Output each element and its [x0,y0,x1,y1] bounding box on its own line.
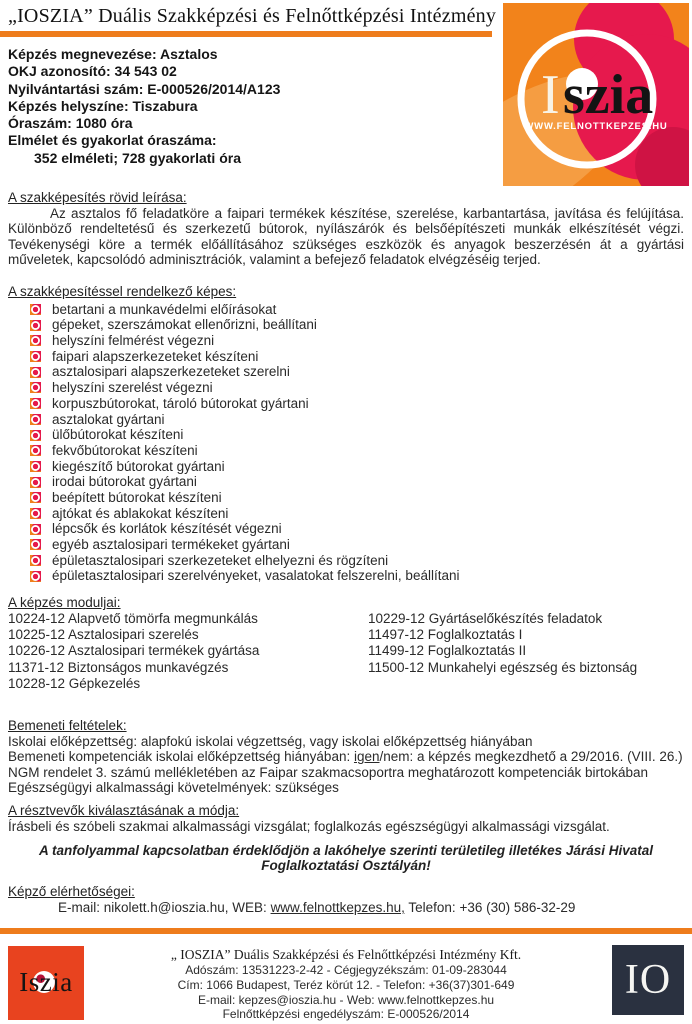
module-item: 10225-12 Asztalosipari szerelés [8,627,199,643]
entry-line-1: Iskolai előképzettség: alapfokú iskolai végzettség, vagy iskolai előképzettség hiányában [8,734,533,750]
list-item-label: asztalokat gyártani [52,411,165,427]
ioszia-bullet-icon [30,335,41,346]
ioszia-logo-icon [503,3,689,186]
list-item [30,412,684,428]
description-heading: A szakképesítés rövid leírása: [8,190,187,206]
list-item-label: irodai bútorokat gyártani [52,474,197,490]
modules-heading: A képzés moduljai: [8,595,121,611]
ioszia-logo [503,3,689,186]
contact-phone: +36 (30) 586-32-29 [459,899,576,915]
modules-left-column [8,611,368,692]
list-item-label: kiegészítő bútorokat gyártani [52,458,225,474]
module-item: 11500-12 Munkahelyi egészség és biztonság [368,659,638,675]
course-name: Képzés megnevezése: Asztalos [8,46,218,62]
list-item [30,443,684,459]
list-item [30,568,684,584]
list-item [30,474,684,490]
ioszia-bullet-icon [30,524,41,535]
ioszia-bullet-icon [30,304,41,315]
theory-practice-hours: 352 elméleti; 728 gyakorlati óra [34,149,241,166]
ioszia-bullet-icon [30,461,41,472]
ioszia-bullet-icon [30,445,41,456]
list-item-label: egyéb asztalosipari termékeket gyártani [52,537,290,553]
ioszia-bullet-icon [30,414,41,425]
list-item-label: betartani a munkavédelmi előírásokat [52,301,277,317]
entry-line-2-post: /nem: a képzés megkezdhető a 29/2016. (VIII. 26.) [379,749,683,765]
module-item: 11497-12 Foglalkoztatás I [368,627,523,643]
entry-requirements-body [8,734,684,795]
footer-tax-line: Adószám: 13531223-2-42 - Cégjegyzékszám: 01-09-283044 [185,963,507,977]
web-label: , WEB: [224,899,271,915]
list-item [30,380,684,396]
list-item [30,459,684,475]
footer-email-web-line: E-mail: kepzes@ioszia.hu - Web: www.felnottkepzes.hu [197,992,495,1007]
list-item-label: helyszíni felmérést végezni [52,333,215,349]
ioszia-bullet-icon [30,555,41,566]
phone-label: Telefon: [404,899,460,915]
module-item: 10228-12 Gépkezelés [8,675,141,691]
list-item [30,537,684,553]
list-item-label: helyszíni szerelést végezni [52,380,213,396]
list-item-label: gépeket, szerszámokat ellenőrizni, beállítani [52,317,317,333]
list-item [30,364,684,380]
ioszia-bullet-icon [30,398,41,409]
entry-line-2-pre: Bemeneti kompetenciák iskolai előképzettség hiányában: [8,749,354,765]
ioszia-bullet-icon [30,382,41,393]
list-item [30,302,684,318]
logo-url-text: WWW.FELNOTTKEPZES.HU [524,121,668,132]
footer-divider [0,928,692,934]
footer-license-line: Felnőttképzési engedélyszám: E-000526/2014 [222,1007,470,1022]
list-item [30,317,684,333]
district-office-notice: A tanfolyammal kapcsolatban érdeklődjön a lakóhelye szerinti területileg illetékes Járási Hivatal Foglalkoztatási Osztályán! [39,842,653,874]
page-title: „IOSZIA” Duális Szakképzési és Felnőttképzési Intézmény [8,5,497,27]
contact-web-link[interactable]: www.felnottkepzes.hu, [270,899,405,915]
list-item-label: ülőbútorokat készíteni [52,427,184,443]
list-item-label: beépített bútorokat készíteni [52,489,222,505]
list-item [30,553,684,569]
modules-columns [8,611,684,692]
footer-io-logo-icon [612,945,684,1015]
capabilities-heading: A szakképesítéssel rendelkező képes: [8,283,237,299]
module-item: 10226-12 Asztalosipari termékek gyártása [8,643,260,659]
footer-logo-right-text: IO [624,957,672,1003]
course-info-block [8,46,488,167]
ioszia-bullet-icon [30,430,41,441]
list-item-label: fekvőbútorokat készíteni [52,442,198,458]
list-item [30,333,684,349]
list-item-label: faipari alapszerkezeteket készíteni [52,348,259,364]
selection-body: Írásbeli és szóbeli szakmai alkalmassági vizsgálat; foglalkozás egészségügyi alkalmassági vizsgálat. [8,819,610,835]
registry-number: Nyilvántartási szám: E-000526/2014/A123 [8,80,281,97]
ioszia-bullet-icon [30,351,41,362]
module-item: 11499-12 Foglalkoztatás II [368,643,527,659]
footer-logo-left-text: Iszia [19,967,73,997]
email-label: E-mail: [58,899,104,915]
list-item-label: asztalosipari alapszerkezeteket szerelni [52,364,290,380]
course-location: Képzés helyszíne: Tiszabura [8,97,198,114]
list-item [30,506,684,522]
ioszia-bullet-icon [30,492,41,503]
capabilities-list [30,302,684,584]
description-body: Az asztalos fő feladatköre a faipari termékek készítése, szerelése, karbantartása, javítása és felújítása. Különböző rendeltetésű és szerkezetű bútorok, nyílászárók és belsőépítészeti munkák elkészítését végzi. Tevékenységi köre a termék előállításához szükséges eszközök és anyagok beszerzésén át a gyártási műveletek, kapcsolódó adminisztrációk, valamint a befejező feladatok elvégzéséig terjed. [8,206,684,268]
theory-practice-label: Elmélet és gyakorlat óraszáma: [8,132,217,149]
list-item-label: épületasztalosipari szerkezeteket elhelyezni és rögzíteni [52,552,389,568]
contact-line [58,900,684,916]
ioszia-bullet-icon [30,367,41,378]
footer-ioszia-logo-icon [8,946,84,1020]
list-item-label: ajtókat és ablakokat készíteni [52,505,229,521]
course-hours: Óraszám: 1080 óra [8,115,133,132]
header-divider [0,31,492,37]
footer-company-block [96,947,596,1022]
ioszia-bullet-icon [30,539,41,550]
okj-id: OKJ azonosító: 34 543 02 [8,63,177,80]
ioszia-bullet-icon [30,508,41,519]
modules-right-column [368,611,684,692]
svg-text:I: I [541,64,560,126]
ioszia-bullet-icon [30,571,41,582]
ioszia-bullet-icon [30,477,41,488]
selection-heading: A résztvevők kiválasztásának a módja: [8,803,240,819]
svg-text:szia: szia [563,64,654,126]
list-item [30,427,684,443]
list-item-label: lépcsők és korlátok készítését végezni [52,521,282,537]
entry-line-3: NGM rendelet 3. számú mellékletében az Faipar szakmacsoportra meghatározott kompetenciák birtokában [8,764,649,780]
list-item [30,521,684,537]
ioszia-bullet-icon [30,320,41,331]
module-item: 10229-12 Gyártáselőkészítés feladatok [368,611,603,627]
list-item [30,396,684,412]
module-item: 11371-12 Biztonságos munkavégzés [8,659,229,675]
entry-requirements-heading: Bemeneti feltételek: [8,718,127,734]
list-item [30,490,684,506]
footer-company-name: „ IOSZIA” Duális Szakképzési és Felnőttképzési Intézmény Kft. [170,947,522,962]
entry-line-2 [8,749,684,764]
contact-heading: Képző elérhetőségei: [8,883,135,899]
list-item-label: épületasztalosipari szerelvényeket, vasalatokat felszerelni, beállítani [52,568,460,584]
entry-line-2-yes: igen [353,749,380,765]
list-item-label: korpuszbútorokat, tároló bútorokat gyártani [52,395,309,411]
module-item: 10224-12 Alapvető tömörfa megmunkálás [8,611,258,627]
list-item [30,349,684,365]
footer-address-line: Cím: 1066 Budapest, Teréz körút 12. - Telefon: +36(37)301-649 [177,977,515,992]
entry-line-4: Egészségügyi alkalmassági követelmények: szükséges [8,779,339,795]
contact-email: nikolett.h@ioszia.hu [103,899,225,915]
